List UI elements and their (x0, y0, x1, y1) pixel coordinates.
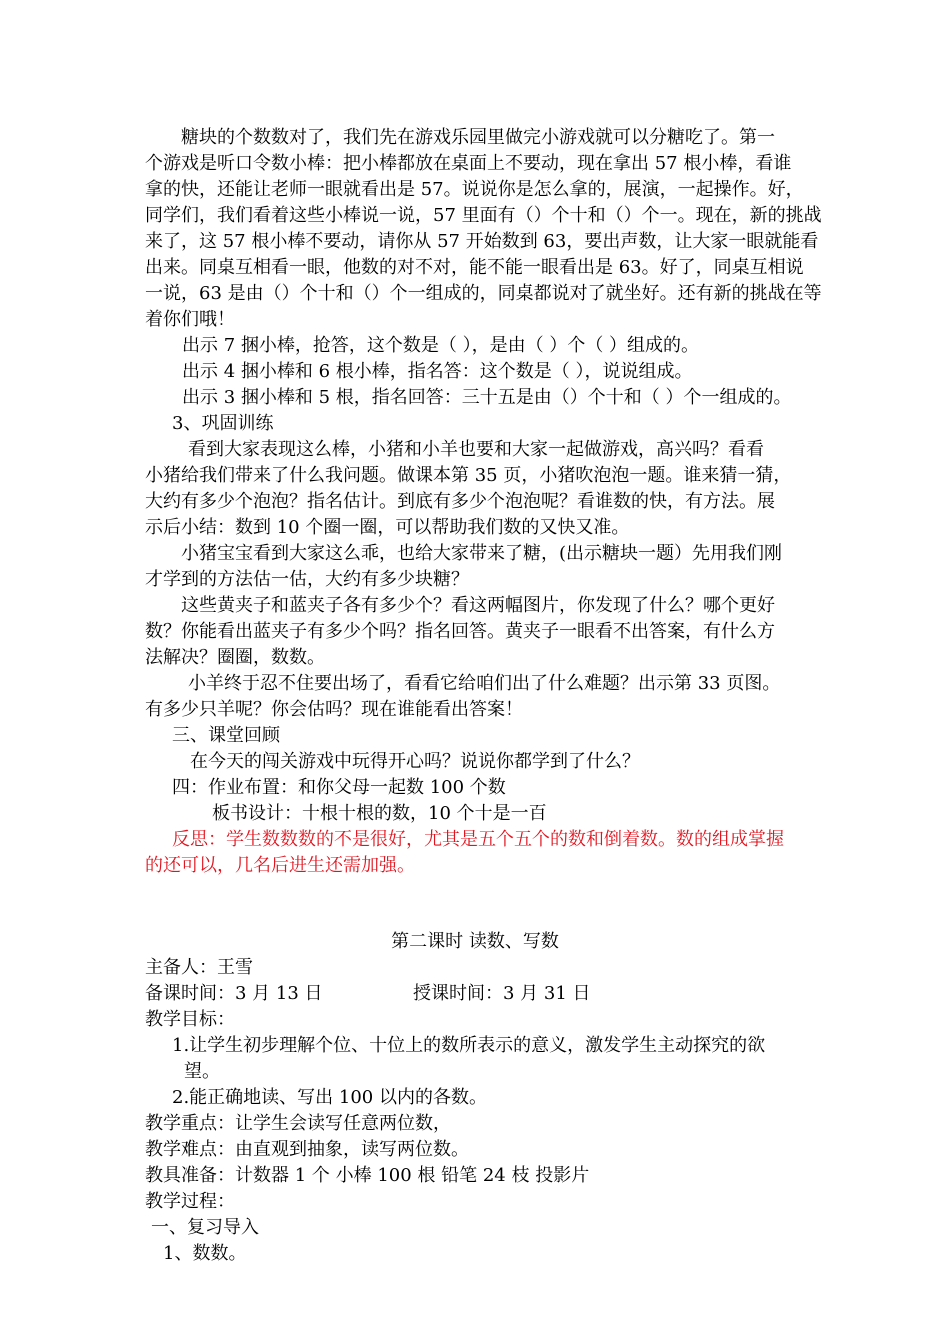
paragraph-line: 这些黄夹子和蓝夹子各有多少个？看这两幅图片，你发现了什么？哪个更好 (181, 595, 775, 616)
paragraph-line: 糖块的个数数对了，我们先在游戏乐园里做完小游戏就可以分糖吃了。第一 (181, 127, 775, 148)
paragraph-line: 小猪宝宝看到大家这么乖，也给大家带来了糖，(出示糖块一题）先用我们刚 (181, 543, 783, 564)
teach-time: 授课时间：3 月 31 日 (413, 983, 591, 1004)
paragraph-line: 个游戏是听口令数小棒：把小棒都放在桌面上不要动，现在拿出 57 根小棒，看谁 (145, 153, 792, 174)
key-point-line: 教学重点：让学生会读写任意两位数， (145, 1113, 451, 1134)
lesson-title: 第二课时 读数、写数 (391, 931, 559, 952)
paragraph-line: 数？你能看出蓝夹子有多少个吗？指名回答。黄夹子一眼看不出答案，有什么方 (145, 621, 775, 642)
paragraph-line: 有多少只羊呢？你会估吗？现在谁能看出答案！ (145, 699, 523, 720)
paragraph-line: 来了，这 57 根小棒不要动，请你从 57 开始数到 63，要出声数，让大家一眼就能看 (145, 231, 819, 252)
show-item: 出示 7 捆小棒，抢答，这个数是（ ），是由（ ）个（ ）组成的。 (182, 335, 700, 356)
difficulty-line: 教学难点：由直观到抽象，读写两位数。 (145, 1139, 469, 1160)
paragraph-line: 法解决？圈圈，数数。 (145, 647, 325, 668)
reflection-line: 的还可以，几名后进生还需加强。 (145, 855, 415, 876)
paragraph-line: 一说，63 是由（）个十和（）个一组成的，同桌都说对了就坐好。还有新的挑战在等 (145, 283, 822, 304)
section-heading: 3、巩固训练 (172, 413, 274, 434)
process-label: 教学过程： (145, 1191, 235, 1212)
paragraph-line: 拿的快，还能让老师一眼就看出是 57。说说你是怎么拿的，展演，一起操作。好， (145, 179, 804, 200)
paragraph-line: 才学到的方法估一估，大约有多少块糖？ (145, 569, 469, 590)
homework-line: 四：作业布置：和你父母一起数 100 个数 (172, 777, 506, 798)
goal-item: 1.让学生初步理解个位、十位上的数所表示的意义，激发学生主动探究的欲 (172, 1035, 766, 1056)
section-heading: 三、课堂回顾 (172, 725, 280, 746)
review-line: 在今天的闯关游戏中玩得开心吗？说说你都学到了什么？ (190, 751, 640, 772)
step-item: 1、数数。 (163, 1243, 247, 1264)
board-design-line: 板书设计：十根十根的数，10 个十是一百 (212, 803, 547, 824)
paragraph-line: 小羊终于忍不住要出场了，看看它给咱们出了什么难题？出示第 33 页图。 (188, 673, 781, 694)
paragraph-line: 同学们，我们看着这些小棒说一说，57 里面有（）个十和（）个一。现在，新的挑战 (145, 205, 822, 226)
paragraph-line: 大约有多少个泡泡？指名估计。到底有多少个泡泡呢？看谁数的快，有方法。展 (145, 491, 775, 512)
materials-line: 教具准备：计数器 1 个 小棒 100 根 铅笔 24 枝 投影片 (145, 1165, 590, 1186)
paragraph-line: 着你们哦！ (145, 309, 235, 330)
goal-item-continuation: 望。 (184, 1061, 220, 1082)
preparer-line: 主备人：王雪 (145, 957, 253, 978)
goal-item: 2.能正确地读、写出 100 以内的各数。 (172, 1087, 487, 1108)
reflection-line: 反思：学生数数数的不是很好，尤其是五个五个的数和倒着数。数的组成掌握 (172, 829, 784, 850)
paragraph-line: 出来。同桌互相看一眼，他数的对不对，能不能一眼看出是 63。好了，同桌互相说 (145, 257, 804, 278)
paragraph-line: 看到大家表现这么棒，小猪和小羊也要和大家一起做游戏，高兴吗？看看 (188, 439, 764, 460)
goals-label: 教学目标： (145, 1009, 235, 1030)
show-item: 出示 3 捆小棒和 5 根，指名回答：三十五是由（）个十和（ ）个一组成的。 (182, 387, 792, 408)
paragraph-line: 示后小结：数到 10 个圈一圈，可以帮助我们数的又快又准。 (145, 517, 630, 538)
step-heading: 一、复习导入 (151, 1217, 259, 1238)
show-item: 出示 4 捆小棒和 6 根小棒，指名答：这个数是（ ），说说组成。 (182, 361, 693, 382)
paragraph-line: 小猪给我们带来了什么我问题。做课本第 35 页，小猪吹泡泡一题。谁来猜一猜， (145, 465, 792, 486)
prep-time: 备课时间：3 月 13 日 (145, 983, 323, 1004)
